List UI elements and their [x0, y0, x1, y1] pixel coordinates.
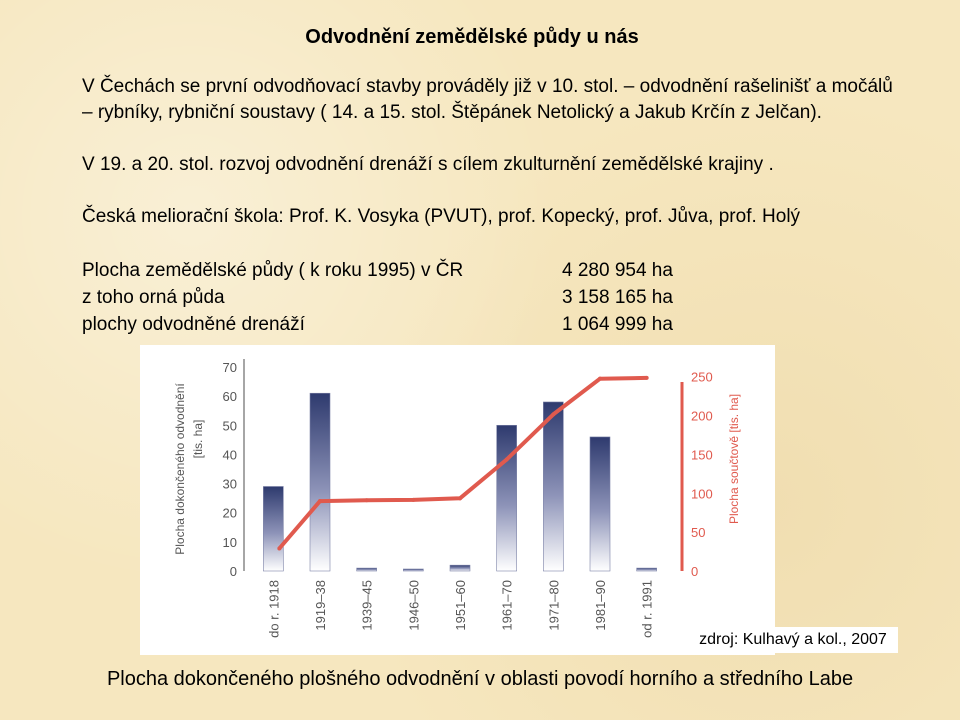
line-point: [458, 496, 462, 500]
bar: [310, 393, 330, 571]
left-tick-label: 40: [222, 447, 237, 463]
line-point: [318, 499, 322, 503]
left-tick-label: 0: [229, 564, 237, 579]
category-label: od r. 1991: [639, 580, 655, 638]
bar: [450, 565, 470, 571]
bar: [543, 402, 563, 571]
stat-value: 3 158 165 ha: [562, 287, 673, 308]
line-point: [505, 457, 509, 461]
page-title: Odvodnění zemědělské půdy u nás: [305, 26, 639, 48]
bar: [263, 486, 283, 571]
line-point: [277, 546, 281, 550]
stat-row: [82, 311, 722, 338]
left-tick-label: 50: [222, 418, 237, 434]
category-label: 1961–70: [499, 580, 515, 631]
line-point: [598, 377, 602, 381]
category-label: 1951–60: [453, 580, 468, 631]
bar: [497, 425, 517, 571]
right-tick-label: 150: [691, 447, 713, 463]
school-paragraph: Česká meliorační škola: Prof. K. Vosyka (PVUT), prof. Kopecký, prof. Jůva, prof. Holý: [82, 206, 801, 227]
stat-row: [82, 284, 722, 311]
category-label: 1939–45: [359, 580, 375, 631]
chart-caption: Plocha dokončeného plošného odvodnění v oblasti povodí horního a středního Labe: [106, 668, 854, 690]
bar: [403, 569, 423, 571]
source-note: zdroj: Kulhavý a kol., 2007: [688, 627, 898, 653]
category-label: 1971–80: [546, 580, 562, 631]
stat-row: [82, 257, 722, 284]
left-tick-label: 20: [222, 505, 237, 521]
area-stats: [82, 257, 722, 338]
stat-label: Plocha zemědělské půdy ( k roku 1995) v ČR: [82, 260, 464, 281]
left-tick-label: 70: [222, 360, 237, 375]
right-tick-label: 250: [691, 369, 713, 385]
category-label: 1981–90: [593, 580, 608, 631]
left-tick-label: 30: [222, 476, 237, 492]
right-tick-label: 0: [691, 564, 699, 579]
stat-value: 1 064 999 ha: [562, 314, 673, 335]
left-axis-title: Plocha dokončeného odvodnění: [173, 383, 187, 555]
category-label: 1919–38: [313, 580, 328, 631]
left-tick-label: 10: [222, 534, 237, 550]
bar: [637, 568, 657, 571]
stat-label: z toho orná půda: [82, 287, 225, 308]
bar: [357, 568, 377, 571]
left-axis-unit: [tis. ha]: [191, 419, 205, 459]
right-tick-label: 200: [691, 408, 713, 424]
stat-value: 4 280 954 ha: [562, 260, 673, 281]
right-axis-title: Plocha součtově [tis. ha]: [727, 393, 741, 525]
drainage-chart: [140, 345, 775, 655]
left-tick-label: 60: [222, 389, 237, 405]
right-tick-label: 100: [691, 486, 713, 502]
history-paragraph: V Čechách se první odvodňovací stavby prováděly již v 10. stol. – odvodnění rašelinišť a močálů – rybníky, rybniční soustavy ( 14. a 15. stol. Štěpánek Netolický a Jakub Krčín z Jelčan).: [82, 76, 893, 123]
right-tick-label: 50: [691, 525, 706, 541]
line-point: [411, 498, 415, 502]
chart-svg: [140, 345, 775, 655]
line-point: [551, 412, 555, 416]
stat-label: plochy odvodněné drenáží: [82, 314, 305, 335]
category-label: do r. 1918: [266, 580, 282, 638]
line-point: [645, 376, 649, 380]
development-paragraph: V 19. a 20. stol. rozvoj odvodnění drenáží s cílem zkulturnění zemědělské krajiny .: [82, 154, 774, 175]
line-point: [365, 498, 369, 502]
category-label: 1946–50: [406, 580, 422, 631]
bar: [590, 437, 610, 571]
